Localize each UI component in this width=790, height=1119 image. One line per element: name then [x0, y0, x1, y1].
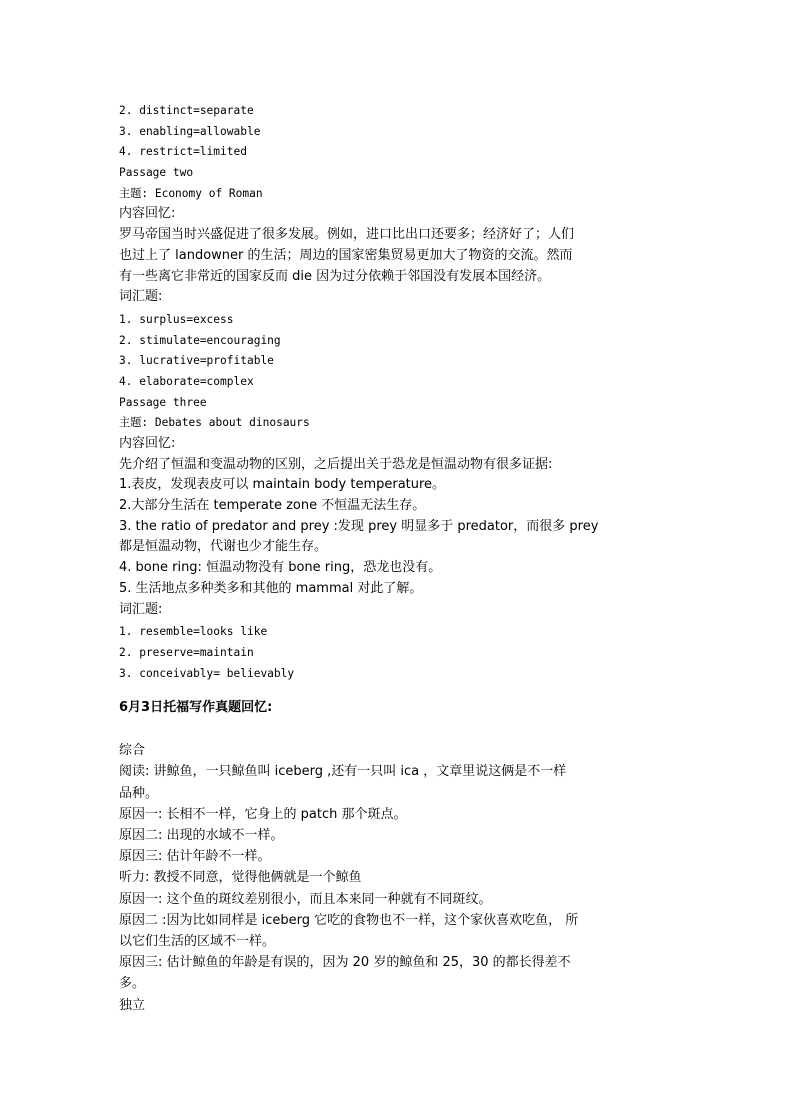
vocab-item: 2. distinct=separate [119, 104, 254, 117]
writing-line: 以它们生活的区域不一样。 [119, 933, 276, 949]
passage-two-topic: 主题: Economy of Roman [119, 186, 263, 200]
vocab-item: 4. elaborate=complex [119, 374, 254, 388]
writing-line: 综合 [119, 743, 146, 759]
document-page [119, 101, 679, 1016]
writing-line: 听力: 教授不同意，觉得他俩就是一个鲸鱼 [119, 870, 362, 886]
writing-heading: 6月3日托福写作真题回忆: [119, 700, 273, 716]
recall-line: 罗马帝国当时兴盛促进了很多发展。例如，进口比出口还要多；经济好了；人们 [119, 227, 575, 243]
writing-line: 原因一: 这个鱼的斑纹差别很小，而且本来同一种就有不同斑纹。 [119, 891, 492, 907]
recall-line: 都是恒温动物，代谢也少才能生存。 [119, 539, 328, 555]
vocab-item: 4. restrict=limited [119, 145, 247, 159]
writing-line: 原因三: 估计年龄不一样。 [119, 849, 271, 865]
recall-line: 3. the ratio of predator and prey :发现 prey 明显多于 predator，而很多 prey [119, 518, 599, 534]
vocab-item: 1. surplus=excess [119, 312, 234, 326]
passage-three-topic: 主题: Debates about dinosaurs [119, 416, 310, 430]
vocab-item: 2. preserve=maintain [119, 645, 254, 659]
recall-line: 也过上了 landowner 的生活；周边的国家密集贸易更加大了物资的交流。然而 [119, 247, 573, 263]
recall-line: 有一些离它非常近的国家反而 die 因为过分依赖于邻国没有发展本国经济。 [119, 268, 551, 284]
recall-line: 2.大部分生活在 temperate zone 不恒温无法生存。 [119, 498, 426, 514]
vocab-item: 3. conceivably= believably [119, 666, 295, 680]
passage-two-recall-label: 内容回忆: [119, 206, 176, 222]
writing-line: 原因二 :因为比如同样是 iceberg 它吃的食物也不一样，这个家伙喜欢吃鱼， 所 [119, 912, 579, 928]
passage-three-vocab-label: 词汇题: [119, 601, 163, 617]
recall-line: 4. bone ring: 恒温动物没有 bone ring，恐龙也没有。 [119, 560, 442, 576]
vocab-item: 1. resemble=looks like [119, 625, 268, 639]
vocab-item: 3. lucrative=profitable [119, 354, 274, 368]
passage-two-label: Passage two [119, 166, 194, 180]
writing-line: 原因二: 出现的水域不一样。 [119, 828, 284, 843]
writing-line: 原因三: 估计鲸鱼的年龄是有误的，因为 20 岁的鲸鱼和 25，30 的都长得差不 [119, 955, 571, 971]
vocab-item: 3. enabling=allowable [119, 124, 261, 138]
vocab-item: 2. stimulate=encouraging [119, 333, 281, 347]
passage-three-recall-label: 内容回忆: [119, 436, 176, 451]
writing-line: 独立 [119, 997, 146, 1013]
passage-three-label: Passage three [119, 395, 207, 409]
writing-line: 原因一: 长相不一样，它身上的 patch 那个斑点。 [119, 806, 407, 822]
passage-two-vocab-label: 词汇题: [119, 289, 163, 305]
recall-line: 5. 生活地点多种类多和其他的 mammal 对此了解。 [119, 580, 423, 596]
recall-line: 1.表皮，发现表皮可以 maintain body temperature。 [119, 477, 446, 493]
writing-line: 阅读: 讲鲸鱼，一只鲸鱼叫 iceberg ,还有一只叫 ica ，文章里说这俩是不一样 [119, 764, 567, 780]
writing-line: 品种。 [119, 785, 159, 801]
writing-line: 多。 [119, 976, 146, 992]
recall-line: 先介绍了恒温和变温动物的区别，之后提出关于恐龙是恒温动物有很多证据: [119, 456, 553, 472]
